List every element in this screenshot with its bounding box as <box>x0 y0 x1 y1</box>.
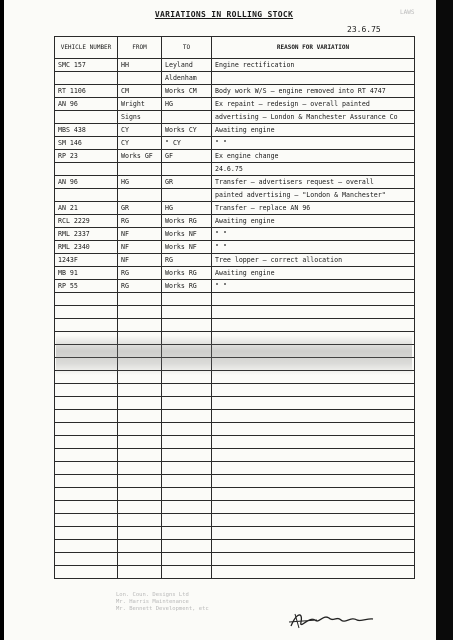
blank-cell <box>162 449 212 462</box>
scan-edge <box>436 0 453 640</box>
cell-to: Works RG <box>162 215 212 228</box>
cell-to: Works RG <box>162 267 212 280</box>
cell-from <box>118 163 162 176</box>
blank-cell <box>162 462 212 475</box>
blank-cell <box>212 540 415 553</box>
blank-cell <box>118 462 162 475</box>
blank-cell <box>212 371 415 384</box>
blank-cell <box>162 410 212 423</box>
cell-reason: " " <box>212 241 415 254</box>
blank-cell <box>118 566 162 579</box>
blank-cell <box>118 553 162 566</box>
blank-cell <box>118 410 162 423</box>
cell-vehicle: MB 91 <box>55 267 118 280</box>
cell-from: Wright <box>118 98 162 111</box>
cell-vehicle: RT 1106 <box>55 85 118 98</box>
blank-row <box>55 319 415 332</box>
cell-to: Aldenham <box>162 72 212 85</box>
cell-to: GF <box>162 150 212 163</box>
blank-cell <box>55 293 118 306</box>
cell-vehicle: AN 21 <box>55 202 118 215</box>
cell-vehicle: RP 23 <box>55 150 118 163</box>
cell-to: " CY <box>162 137 212 150</box>
blank-cell <box>118 540 162 553</box>
blank-row <box>55 449 415 462</box>
cell-from: Signs <box>118 111 162 124</box>
cell-to: RG <box>162 254 212 267</box>
blank-cell <box>118 488 162 501</box>
table-row <box>55 72 415 85</box>
cell-to: Works CY <box>162 124 212 137</box>
blank-row <box>55 553 415 566</box>
blank-cell <box>212 488 415 501</box>
blank-row <box>55 436 415 449</box>
table-row <box>55 280 415 293</box>
table-row <box>55 176 415 189</box>
blank-cell <box>212 358 415 371</box>
blank-cell <box>118 423 162 436</box>
cell-to <box>162 111 212 124</box>
blank-cell <box>162 540 212 553</box>
cell-from: GR <box>118 202 162 215</box>
document-page <box>4 0 436 640</box>
blank-cell <box>212 397 415 410</box>
blank-cell <box>212 475 415 488</box>
blank-row <box>55 358 415 371</box>
cell-from <box>118 72 162 85</box>
cell-reason: " " <box>212 280 415 293</box>
cell-from: NF <box>118 254 162 267</box>
blank-cell <box>55 501 118 514</box>
blank-cell <box>162 527 212 540</box>
cell-reason: 24.6.75 <box>212 163 415 176</box>
blank-cell <box>55 449 118 462</box>
cell-vehicle: 1243F <box>55 254 118 267</box>
table-row <box>55 98 415 111</box>
table-row <box>55 163 415 176</box>
blank-cell <box>55 488 118 501</box>
cell-vehicle: AN 96 <box>55 98 118 111</box>
blank-cell <box>55 371 118 384</box>
blank-cell <box>118 332 162 345</box>
blank-cell <box>118 293 162 306</box>
cell-vehicle <box>55 111 118 124</box>
blank-row <box>55 293 415 306</box>
blank-cell <box>162 345 212 358</box>
blank-cell <box>162 293 212 306</box>
table-row <box>55 254 415 267</box>
blank-row <box>55 514 415 527</box>
table-row <box>55 215 415 228</box>
blank-row <box>55 540 415 553</box>
blank-cell <box>212 527 415 540</box>
cell-from: HG <box>118 176 162 189</box>
cell-reason: Ex engine change <box>212 150 415 163</box>
blank-cell <box>118 514 162 527</box>
table-row <box>55 241 415 254</box>
cell-to: Works RG <box>162 280 212 293</box>
blank-cell <box>55 319 118 332</box>
blank-cell <box>55 332 118 345</box>
blank-cell <box>55 306 118 319</box>
cell-vehicle: AN 96 <box>55 176 118 189</box>
blank-cell <box>212 514 415 527</box>
faint-footer-text <box>116 592 209 613</box>
header-reason: REASON FOR VARIATION <box>212 37 415 59</box>
blank-cell <box>162 436 212 449</box>
header-from: FROM <box>118 37 162 59</box>
cell-to: HG <box>162 202 212 215</box>
blank-row <box>55 423 415 436</box>
blank-cell <box>55 397 118 410</box>
blank-cell <box>118 449 162 462</box>
blank-cell <box>118 384 162 397</box>
rolling-stock-table <box>54 36 415 579</box>
cell-from: CY <box>118 124 162 137</box>
cell-reason: Transfer – advertisers request – overall <box>212 176 415 189</box>
footer-line: Lon. Coun. Designs Ltd <box>116 592 189 598</box>
table-row <box>55 111 415 124</box>
cell-reason: Body work W/S – engine removed into RT 4747 <box>212 85 415 98</box>
blank-row <box>55 501 415 514</box>
table-row <box>55 85 415 98</box>
cell-reason: " " <box>212 137 415 150</box>
table-row <box>55 189 415 202</box>
faint-corner-mark: LAWS <box>400 9 415 16</box>
cell-reason: " " <box>212 228 415 241</box>
table-row <box>55 59 415 72</box>
blank-cell <box>212 423 415 436</box>
cell-to <box>162 163 212 176</box>
cell-reason <box>212 72 415 85</box>
blank-cell <box>212 501 415 514</box>
blank-cell <box>55 566 118 579</box>
blank-cell <box>162 566 212 579</box>
cell-to: Works NF <box>162 228 212 241</box>
cell-vehicle: MBS 438 <box>55 124 118 137</box>
blank-cell <box>118 436 162 449</box>
blank-cell <box>118 501 162 514</box>
blank-row <box>55 488 415 501</box>
blank-cell <box>212 553 415 566</box>
cell-to: HG <box>162 98 212 111</box>
cell-from: RG <box>118 215 162 228</box>
blank-row <box>55 397 415 410</box>
blank-row <box>55 371 415 384</box>
table-row <box>55 124 415 137</box>
table-row <box>55 228 415 241</box>
cell-vehicle: RML 2337 <box>55 228 118 241</box>
cell-vehicle <box>55 163 118 176</box>
cell-vehicle: SM 146 <box>55 137 118 150</box>
cell-reason: Tree lopper – correct allocation <box>212 254 415 267</box>
table-row <box>55 267 415 280</box>
blank-row <box>55 475 415 488</box>
blank-cell <box>212 293 415 306</box>
blank-cell <box>162 488 212 501</box>
cell-to: Works CM <box>162 85 212 98</box>
cell-from: RG <box>118 280 162 293</box>
table-header-row <box>55 37 415 59</box>
blank-cell <box>162 332 212 345</box>
blank-row <box>55 384 415 397</box>
cell-to: Works NF <box>162 241 212 254</box>
cell-vehicle <box>55 72 118 85</box>
blank-row <box>55 527 415 540</box>
blank-row <box>55 410 415 423</box>
cell-vehicle <box>55 189 118 202</box>
blank-cell <box>212 345 415 358</box>
cell-reason: Transfer – replace AN 96 <box>212 202 415 215</box>
document-date: 23.6.75 <box>347 25 381 34</box>
cell-to: GR <box>162 176 212 189</box>
footer-line: Mr. Harris Maintenance <box>116 599 189 605</box>
blank-cell <box>118 319 162 332</box>
blank-cell <box>55 462 118 475</box>
blank-cell <box>162 423 212 436</box>
cell-from: HH <box>118 59 162 72</box>
blank-cell <box>212 306 415 319</box>
blank-cell <box>162 306 212 319</box>
cell-reason: Awaiting engine <box>212 124 415 137</box>
blank-cell <box>118 527 162 540</box>
blank-row <box>55 306 415 319</box>
cell-vehicle: RP 55 <box>55 280 118 293</box>
cell-reason: Awaiting engine <box>212 215 415 228</box>
blank-cell <box>55 540 118 553</box>
blank-cell <box>55 527 118 540</box>
blank-cell <box>162 514 212 527</box>
page-title: VARIATIONS IN ROLLING STOCK <box>154 10 294 19</box>
blank-cell <box>118 371 162 384</box>
cell-reason: Ex repaint – redesign – overall painted <box>212 98 415 111</box>
blank-cell <box>162 553 212 566</box>
blank-row <box>55 345 415 358</box>
header-to: TO <box>162 37 212 59</box>
blank-cell <box>162 501 212 514</box>
cell-from: NF <box>118 228 162 241</box>
cell-from: NF <box>118 241 162 254</box>
handwritten-signature <box>287 608 377 632</box>
blank-cell <box>118 475 162 488</box>
blank-cell <box>55 410 118 423</box>
cell-reason: Engine rectification <box>212 59 415 72</box>
header-vehicle-number: VEHICLE NUMBER <box>55 37 118 59</box>
blank-cell <box>55 436 118 449</box>
blank-cell <box>212 436 415 449</box>
blank-row <box>55 462 415 475</box>
blank-row <box>55 332 415 345</box>
blank-cell <box>162 475 212 488</box>
table-row <box>55 150 415 163</box>
cell-from: CM <box>118 85 162 98</box>
cell-reason: advertising – London & Manchester Assurance Co <box>212 111 415 124</box>
cell-from: RG <box>118 267 162 280</box>
table-row <box>55 137 415 150</box>
blank-cell <box>162 371 212 384</box>
blank-cell <box>55 358 118 371</box>
cell-reason: Awaiting engine <box>212 267 415 280</box>
footer-line: Mr. Bennett Development, etc <box>116 606 209 612</box>
blank-cell <box>212 384 415 397</box>
blank-cell <box>212 410 415 423</box>
blank-cell <box>162 358 212 371</box>
cell-vehicle: SMC 157 <box>55 59 118 72</box>
cell-from <box>118 189 162 202</box>
cell-to: Leyland <box>162 59 212 72</box>
cell-to <box>162 189 212 202</box>
blank-cell <box>118 358 162 371</box>
blank-cell <box>212 566 415 579</box>
blank-cell <box>55 423 118 436</box>
blank-cell <box>55 345 118 358</box>
blank-cell <box>212 449 415 462</box>
cell-vehicle: RCL 2229 <box>55 215 118 228</box>
cell-vehicle: RML 2340 <box>55 241 118 254</box>
blank-cell <box>55 475 118 488</box>
table-row <box>55 202 415 215</box>
cell-reason: painted advertising – "London & Manchester" <box>212 189 415 202</box>
blank-cell <box>162 384 212 397</box>
blank-cell <box>162 397 212 410</box>
blank-cell <box>212 332 415 345</box>
blank-cell <box>212 319 415 332</box>
blank-cell <box>55 514 118 527</box>
cell-from: CY <box>118 137 162 150</box>
blank-row <box>55 566 415 579</box>
table-body <box>55 59 415 579</box>
blank-cell <box>55 553 118 566</box>
blank-cell <box>212 462 415 475</box>
blank-cell <box>118 397 162 410</box>
cell-from: Works GF <box>118 150 162 163</box>
blank-cell <box>55 384 118 397</box>
blank-cell <box>118 345 162 358</box>
blank-cell <box>162 319 212 332</box>
blank-cell <box>118 306 162 319</box>
